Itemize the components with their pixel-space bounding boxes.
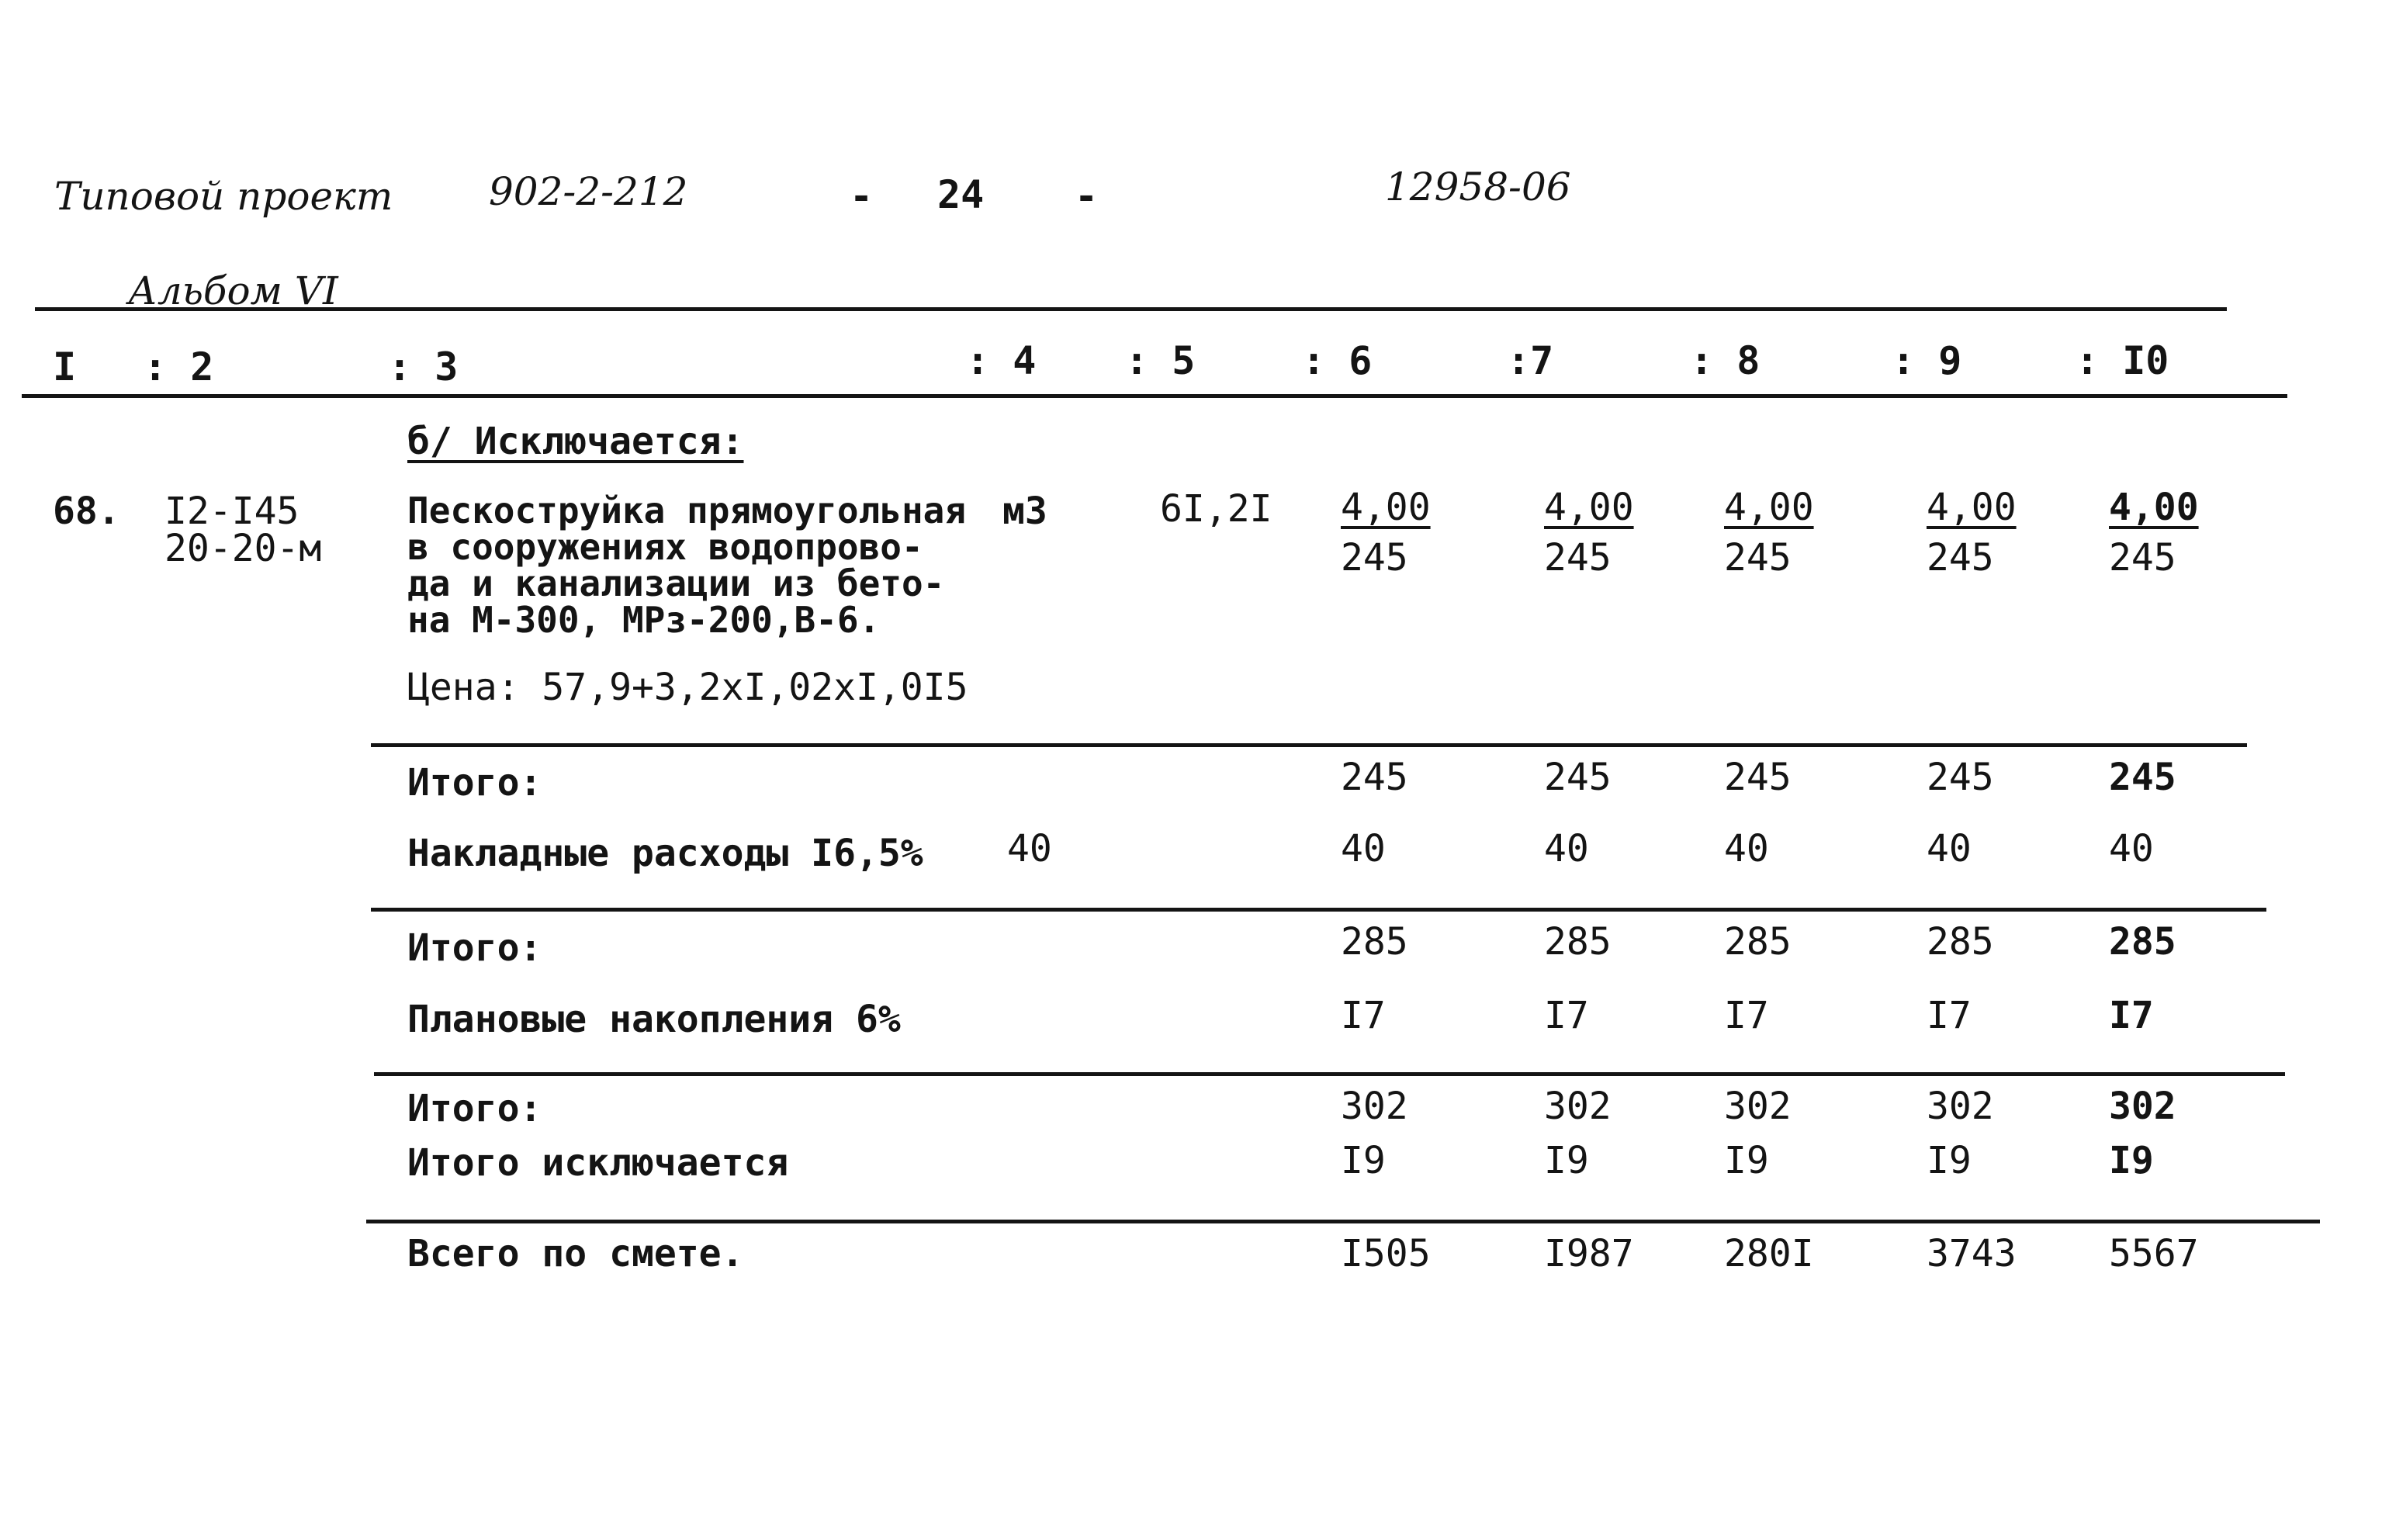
col-header-4: : 4: [966, 338, 1037, 383]
col-header-1: I: [53, 344, 77, 389]
subtotal-3-label: Итого:: [407, 1087, 542, 1130]
item-price-bottom-6: 245: [1341, 536, 1408, 580]
grand-total-col-7: I987: [1544, 1232, 1634, 1275]
item-price-formula: Цена: 57,9+3,2хI,02хI,0I5: [407, 666, 968, 709]
item-desc-line-2: в сооружениях водопрово-: [407, 526, 923, 568]
subtotal-1-col-7: 245: [1544, 756, 1612, 799]
excluded-col-8: I9: [1724, 1139, 1769, 1182]
page-number: 24: [937, 172, 985, 217]
col-header-6: : 6: [1302, 338, 1373, 383]
project-number: 902-2-212: [489, 169, 688, 214]
item-number: 68.: [53, 490, 120, 533]
document-code: 12958-06: [1385, 164, 1571, 209]
rule-grand-total: [366, 1220, 2320, 1223]
col-header-2: : 2: [144, 344, 214, 389]
item-price-top-8: 4,00: [1724, 486, 1814, 529]
item-desc-line-3: да и канализации из бето-: [407, 562, 945, 604]
excluded-label: Итого исключается: [407, 1141, 789, 1185]
excluded-col-10: I9: [2109, 1139, 2154, 1182]
rule-header-bottom: [22, 394, 2287, 398]
planned-col-7: I7: [1544, 994, 1589, 1037]
item-price-bottom-7: 245: [1544, 536, 1612, 580]
grand-total-col-10: 5567: [2109, 1232, 2199, 1275]
page-dash-left: -: [850, 174, 874, 219]
subtotal-1-col-8: 245: [1724, 756, 1792, 799]
subtotal-2-col-7: 285: [1544, 920, 1612, 964]
subtotal-1-col-6: 245: [1341, 756, 1408, 799]
subtotal-2-label: Итого:: [407, 926, 542, 970]
rule-header-top: [35, 307, 2227, 311]
overhead-col-10: 40: [2109, 827, 2154, 870]
subtotal-1-label: Итого:: [407, 761, 542, 805]
rule-subtotal-3: [374, 1072, 2285, 1076]
item-price-top-9: 4,00: [1927, 486, 2017, 529]
subtotal-3-col-10: 302: [2109, 1085, 2176, 1128]
item-price-bottom-9: 245: [1927, 536, 1994, 580]
item-code-2: 20-20-м: [164, 527, 322, 570]
col-header-9: : 9: [1892, 338, 1962, 383]
item-price-bottom-8: 245: [1724, 536, 1792, 580]
col-header-3: : 3: [388, 344, 459, 389]
item-price-top-10: 4,00: [2109, 486, 2199, 529]
planned-label: Плановые накопления 6%: [407, 998, 901, 1041]
project-label: Типовой проект: [54, 174, 393, 219]
col-header-8: : 8: [1690, 338, 1761, 383]
grand-total-label: Всего по смете.: [407, 1232, 744, 1275]
overhead-col-9: 40: [1927, 827, 1972, 870]
col-header-5: : 5: [1125, 338, 1196, 383]
grand-total-col-8: 280I: [1724, 1232, 1814, 1275]
subtotal-1-col-9: 245: [1927, 756, 1994, 799]
album-label: Альбом VI: [128, 268, 338, 313]
subtotal-2-col-8: 285: [1724, 920, 1792, 964]
planned-col-8: I7: [1724, 994, 1769, 1037]
excluded-col-7: I9: [1544, 1139, 1589, 1182]
item-unit: м3: [1002, 490, 1047, 533]
rule-subtotal-2: [371, 908, 2266, 912]
item-code-1: I2-I45: [164, 490, 299, 533]
item-price-top-7: 4,00: [1544, 486, 1634, 529]
planned-col-9: I7: [1927, 994, 1972, 1037]
planned-col-6: I7: [1341, 994, 1386, 1037]
grand-total-col-9: 3743: [1927, 1232, 2017, 1275]
col-header-10: : I0: [2076, 338, 2169, 383]
item-price-top-6: 4,00: [1341, 486, 1431, 529]
item-quantity: 6I,2I: [1160, 487, 1272, 531]
planned-col-10: I7: [2109, 994, 2154, 1037]
item-desc-line-1: Пескоструйка прямоугольная: [407, 490, 967, 531]
section-title: б/ Исключается:: [407, 420, 744, 463]
page-dash-right: -: [1075, 174, 1099, 219]
overhead-col-6: 40: [1341, 827, 1386, 870]
item-desc-line-4: на М-300, МРз-200,В-6.: [407, 599, 881, 641]
overhead-col-7: 40: [1544, 827, 1589, 870]
overhead-col-8: 40: [1724, 827, 1769, 870]
item-price-bottom-10: 245: [2109, 536, 2176, 580]
subtotal-3-col-6: 302: [1341, 1085, 1408, 1128]
rule-subtotal-1: [371, 743, 2247, 747]
subtotal-3-col-7: 302: [1544, 1085, 1612, 1128]
overhead-col-4: 40: [1007, 827, 1052, 870]
col-header-7: :7: [1507, 338, 1554, 383]
subtotal-3-col-9: 302: [1927, 1085, 1994, 1128]
excluded-col-6: I9: [1341, 1139, 1386, 1182]
grand-total-col-6: I505: [1341, 1232, 1431, 1275]
overhead-label: Накладные расходы I6,5%: [407, 832, 923, 875]
subtotal-2-col-9: 285: [1927, 920, 1994, 964]
excluded-col-9: I9: [1927, 1139, 1972, 1182]
subtotal-2-col-6: 285: [1341, 920, 1408, 964]
subtotal-2-col-10: 285: [2109, 920, 2176, 964]
subtotal-1-col-10: 245: [2109, 756, 2176, 799]
subtotal-3-col-8: 302: [1724, 1085, 1792, 1128]
